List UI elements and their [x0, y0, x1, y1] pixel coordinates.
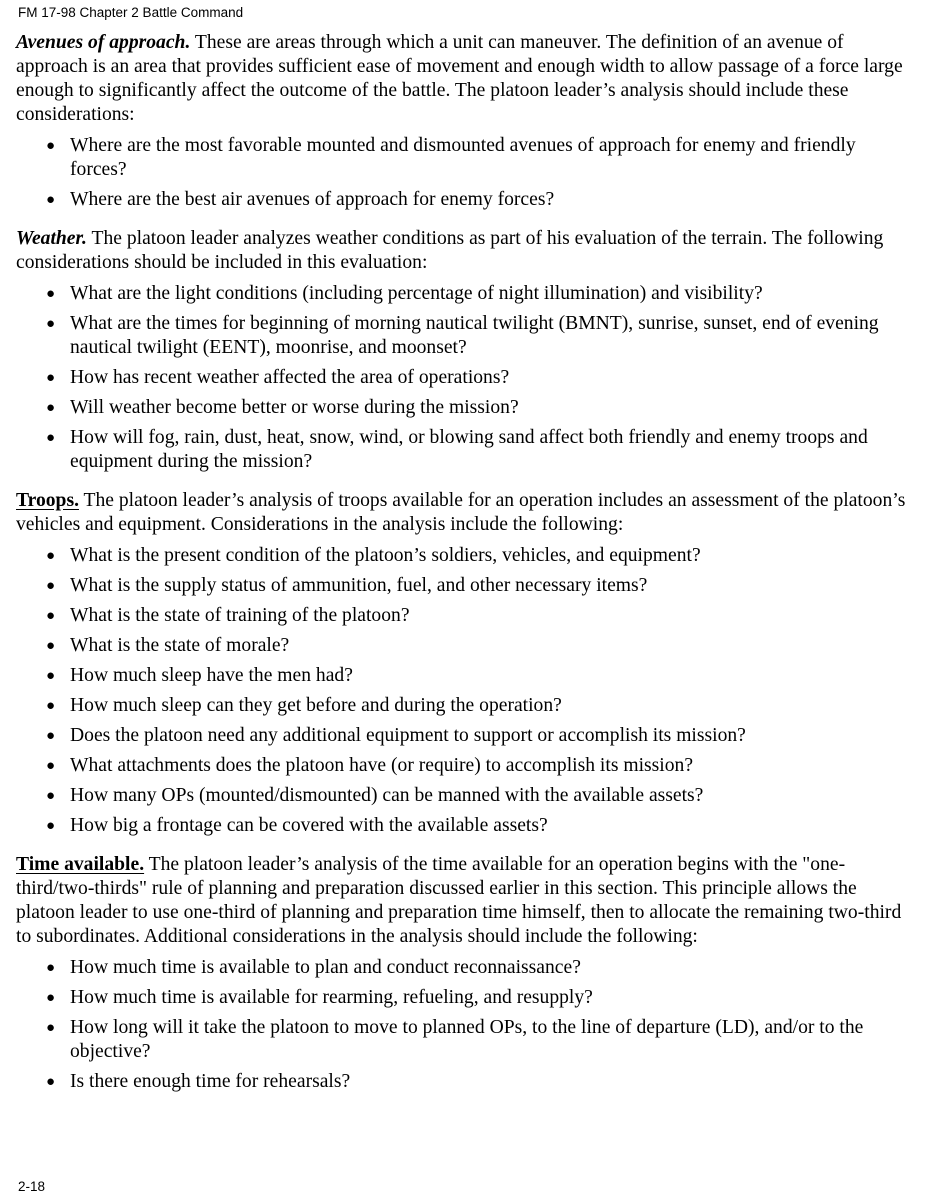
section — [16, 853, 909, 1094]
bullet-list — [16, 134, 909, 212]
section-text: The platoon leader’s analysis of troops available for an operation includes an assessment of the platoon’s vehicles and equipment. Considerations in the analysis include the following: — [16, 490, 906, 535]
list-item-text: What is the state of morale? — [70, 635, 290, 656]
list-item — [16, 312, 909, 360]
list-item-text: What are the times for beginning of morning nautical twilight (BMNT), sunrise, sunset, end of evening nautical twilight (EENT), moonrise, and moonset? — [70, 313, 879, 358]
list-item — [16, 664, 909, 688]
section-paragraph — [16, 31, 909, 127]
bullet-icon: ● — [46, 990, 56, 1006]
list-item-text: How will fog, rain, dust, heat, snow, wind, or blowing sand affect both friendly and enemy troops and equipment during the mission? — [70, 427, 868, 472]
list-item-text: How many OPs (mounted/dismounted) can be manned with the available assets? — [70, 785, 704, 806]
section-heading: Troops. — [16, 490, 79, 511]
section-paragraph — [16, 227, 909, 275]
list-item — [16, 366, 909, 390]
list-item — [16, 814, 909, 838]
section-paragraph — [16, 489, 909, 537]
list-item — [16, 396, 909, 420]
list-item-text: What is the state of training of the platoon? — [70, 605, 410, 626]
list-item — [16, 724, 909, 748]
bullet-icon: ● — [46, 728, 56, 744]
bullet-icon: ● — [46, 316, 56, 332]
list-item — [16, 956, 909, 980]
bullet-icon: ● — [46, 818, 56, 834]
list-item — [16, 574, 909, 598]
list-item — [16, 754, 909, 778]
list-item — [16, 134, 909, 182]
list-item-text: How much time is available for rearming, refueling, and resupply? — [70, 987, 593, 1008]
bullet-icon: ● — [46, 1074, 56, 1090]
bullet-list — [16, 956, 909, 1094]
section-heading: Time available. — [16, 854, 145, 875]
bullet-icon: ● — [46, 608, 56, 624]
section-text: The platoon leader analyzes weather conditions as part of his evaluation of the terrain. The following considerations should be included in this evaluation: — [16, 228, 884, 273]
list-item-text: Where are the best air avenues of approach for enemy forces? — [70, 189, 555, 210]
list-item-text: Will weather become better or worse during the mission? — [70, 397, 519, 418]
section-text: The platoon leader’s analysis of the time available for an operation begins with the "one-third/two-thirds" rule of planning and preparation discussed earlier in this section. This principle allows the platoon leader to use one-third of planning and preparation time himself, then to allocate the remaining two-third to subordinates. Additional considerations in the analysis should include the following: — [16, 854, 902, 947]
list-item — [16, 188, 909, 212]
bullet-icon: ● — [46, 758, 56, 774]
section — [16, 489, 909, 838]
list-item-text: Does the platoon need any additional equipment to support or accomplish its mission? — [70, 725, 746, 746]
list-item — [16, 544, 909, 568]
section-heading: Weather. — [16, 228, 87, 249]
list-item-text: Is there enough time for rehearsals? — [70, 1071, 351, 1092]
bullet-icon: ● — [46, 548, 56, 564]
bullet-icon: ● — [46, 1020, 56, 1036]
list-item-text: What is the supply status of ammunition, fuel, and other necessary items? — [70, 575, 648, 596]
list-item — [16, 1016, 909, 1064]
document-body — [16, 31, 909, 1094]
bullet-icon: ● — [46, 698, 56, 714]
bullet-icon: ● — [46, 788, 56, 804]
bullet-list — [16, 282, 909, 474]
page-header: FM 17-98 Chapter 2 Battle Command — [18, 5, 244, 20]
bullet-icon: ● — [46, 638, 56, 654]
list-item — [16, 694, 909, 718]
bullet-icon: ● — [46, 400, 56, 416]
list-item-text: What are the light conditions (including percentage of night illumination) and visibility? — [70, 283, 763, 304]
bullet-icon: ● — [46, 668, 56, 684]
list-item-text: How long will it take the platoon to move to planned OPs, to the line of departure (LD), and/or to the objective? — [70, 1017, 864, 1062]
section-text: These are areas through which a unit can maneuver. The definition of an avenue of approach is an area that provides sufficient ease of movement and enough width to allow passage of a force large enough to significantly affect the outcome of the battle. The platoon leader’s analysis should include these considerations: — [16, 32, 903, 125]
bullet-icon: ● — [46, 286, 56, 302]
list-item-text: How has recent weather affected the area of operations? — [70, 367, 510, 388]
list-item — [16, 426, 909, 474]
section — [16, 227, 909, 474]
list-item-text: What is the present condition of the platoon’s soldiers, vehicles, and equipment? — [70, 545, 701, 566]
section-paragraph — [16, 853, 909, 949]
list-item-text: How much sleep have the men had? — [70, 665, 353, 686]
section — [16, 31, 909, 212]
bullet-icon: ● — [46, 192, 56, 208]
bullet-icon: ● — [46, 138, 56, 154]
list-item-text: Where are the most favorable mounted and dismounted avenues of approach for enemy and friendly forces? — [70, 135, 856, 180]
list-item — [16, 1070, 909, 1094]
list-item-text: What attachments does the platoon have (or require) to accomplish its mission? — [70, 755, 694, 776]
list-item-text: How big a frontage can be covered with the available assets? — [70, 815, 548, 836]
bullet-icon: ● — [46, 430, 56, 446]
list-item — [16, 604, 909, 628]
list-item — [16, 784, 909, 808]
bullet-list — [16, 544, 909, 838]
bullet-icon: ● — [46, 578, 56, 594]
section-heading: Avenues of approach. — [16, 32, 191, 53]
list-item — [16, 634, 909, 658]
bullet-icon: ● — [46, 960, 56, 976]
list-item-text: How much sleep can they get before and during the operation? — [70, 695, 562, 716]
list-item — [16, 986, 909, 1010]
bullet-icon: ● — [46, 370, 56, 386]
page-number: 2-18 — [18, 1179, 46, 1194]
list-item — [16, 282, 909, 306]
list-item-text: How much time is available to plan and conduct reconnaissance? — [70, 957, 581, 978]
